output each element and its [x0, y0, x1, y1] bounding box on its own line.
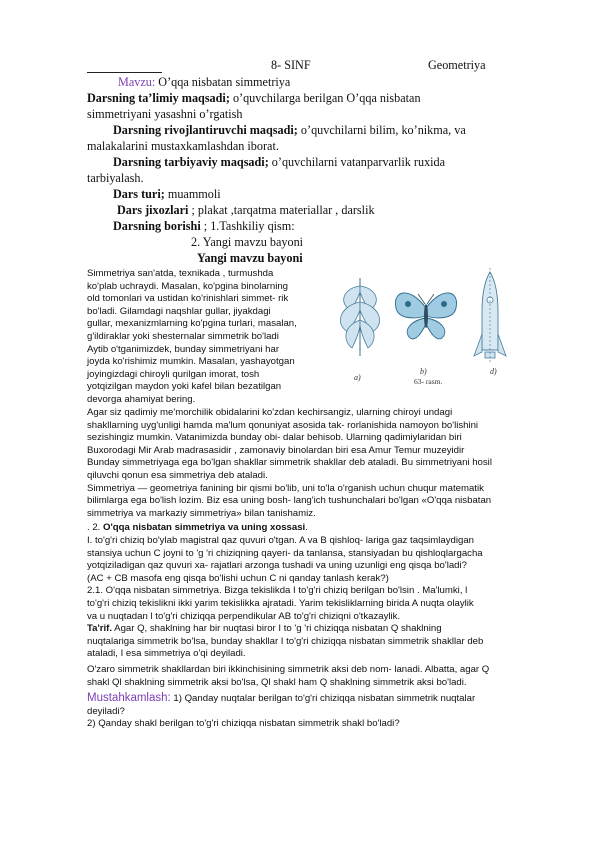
- section-suffix: .: [305, 522, 308, 533]
- new-topic-heading: Yangi mavzu bayoni: [197, 251, 303, 265]
- intro-line: joyda ko'rishimiz mumkin. Masalan, yashayotgan: [87, 356, 295, 368]
- figure-caption: 63- rasm.: [414, 377, 443, 386]
- step-two: 2. Yangi mavzu bayoni: [191, 235, 304, 249]
- figure-label-c: d): [490, 367, 497, 376]
- lesson-flow-text: ; 1.Tashkiliy qism:: [200, 219, 295, 233]
- reinforcement-line: [87, 692, 517, 706]
- definition-paragraph: [87, 623, 517, 661]
- section-title: O'qqa nisbatan simmetriya va uning xossasi: [103, 522, 306, 533]
- definition-text-1: Agar Q, shaklning har bir nuqtasi biror I to 'g 'ri chiziqqa nisbatan Q shaklning: [112, 623, 442, 634]
- body-line: Buxorodagi Mir Arab madrasasidir , zamonaviy binolardan biri esa Amur Temur muzeyidir: [87, 444, 465, 456]
- rocket-illustration: [474, 268, 506, 364]
- intro-line: bo'ladi. Gilamdagi naqshlar gullar, jiyakdagi: [87, 305, 271, 317]
- reinforcement-label: Mustahkamlash:: [87, 692, 171, 704]
- mutual-line: O'zaro simmetrik shakllardan biri ikkinchisining simmetrik aksi deb nom- lanadi. Albatta, agar Q: [87, 664, 490, 675]
- reinforcement-line: 2) Qanday shakl berilgan to'g'ri chiziqqa nisbatan simmetrik shakl bo'ladi?: [87, 718, 400, 730]
- goal-label: Darsning ta’limiy maqsadi;: [87, 91, 230, 105]
- problem-line: 2.1. O'qqa nisbatan simmetriya. Bizga tekislikda I to'g'ri chiziq berilgan bo'lsin . Ma'lumki, l: [87, 585, 468, 597]
- header-subject: Geometriya: [428, 58, 486, 72]
- body-line: qiluvchi qonun esa simmetriya deb ataladi.: [87, 469, 268, 481]
- body-line: sezishingiz mumkin. Vatanimizda bunday obi- dalar behisob. Ularning qadimiylaridan biri: [87, 432, 462, 444]
- body-line: Agar siz qadimiy me'morchilik obidalarini ko'zdan kechirsangiz, ularning chiroyi undagi: [87, 407, 453, 418]
- problem-line: stansiya uchun C joyni to 'g 'ri chiziqning qayeri- da tanlansa, stansiyadan bu qishloqlargacha: [87, 547, 483, 559]
- edu-line-1: [113, 155, 445, 170]
- figure-label-b: b): [420, 367, 427, 376]
- figure-label-a: a): [354, 373, 361, 382]
- dev-text-1: o’quvchilarni bilim, ko’nikma, va: [297, 123, 466, 137]
- topic-line: [118, 75, 290, 90]
- edu-text-1: o’quvchilarni vatanparvarlik ruxida: [268, 155, 446, 169]
- body-line: Bunday simmetriyaga ega bo'lgan shakllar simmetrik shakllar deb ataladi. Bu simmetriyani hosil: [87, 457, 492, 469]
- intro-paragraph: [87, 268, 327, 407]
- definition-label: Ta'rif.: [87, 623, 113, 634]
- intro-line: Aytib o'tganimizdek, bunday simmetriyani har: [87, 343, 280, 355]
- reinforcement-line: deyiladi?: [87, 705, 125, 717]
- leaf-illustration: [340, 278, 379, 356]
- lesson-type-text: muammoli: [164, 187, 221, 201]
- intro-line: old tomonlari va ustidan ko'rinishlari simmet- rik: [87, 293, 289, 305]
- dev-text-2: malakalarini mustaxkamlashdan iborat.: [87, 139, 279, 153]
- intro-line: gullar, mexanizmlarning ko'pgina turlari, masalan,: [87, 318, 297, 330]
- body-line: Simmetriya — geometriya fanining bir qismi bo'lib, uni to'la o'rganish uchun chuqur matematik: [87, 482, 484, 494]
- reinforcement: [87, 692, 517, 731]
- dev-line-1: [113, 123, 466, 138]
- intro-line: g'ildiraklar yoki shesternalar simmetrik bo'ladi: [87, 330, 279, 342]
- problem-line: yotqiziladigan qaz quvuri xa- rajatlari arzonga tushadi va uning uzunligi eng qisqa bo'ladi?: [87, 560, 467, 572]
- edu-text-2: tarbiyalash.: [87, 171, 144, 185]
- lesson-flow: [113, 219, 295, 234]
- intro-line: Simmetriya san'atda, texnikada , turmushda: [87, 268, 274, 279]
- mutual-paragraph: [87, 664, 517, 689]
- body-line: bilimlarga ega bo'lish lozim. Biz esa uning bosh- lang'ich tushunchalari bo'lgan «O'qqa nisbatan: [87, 495, 492, 507]
- equipment: [117, 203, 375, 218]
- intro-line: ko'plab uchraydi. Masalan, ko'pgina binolarning: [87, 280, 288, 292]
- symmetry-figure-illustration: [330, 268, 512, 390]
- intro-line: joyingizdagi chiroyli qurilgan imorat, tosh: [87, 368, 260, 380]
- problem-line: I. to'g'ri chiziq bo'ylab magistral qaz quvuri o'tgan. A va B qishloq- lariga gaz taqsimlaydigan: [87, 535, 475, 546]
- body-line: simmetriya va markaziy simmetriya» bilan tanishamiz.: [87, 507, 316, 519]
- goal-line-1: [87, 91, 421, 106]
- symmetry-figure: [330, 268, 512, 390]
- topic-text: O’qqa nisbatan simmetriya: [155, 75, 291, 89]
- mutual-line: shakl Ql shaklning simmetrik aksi bo'lsa, Ql shakl ham Q shaklning simmetrik aksi bo'ladi.: [87, 676, 467, 688]
- intro-line: devorga ahamiyat bering.: [87, 393, 196, 405]
- definition-line: nuqtalariga simmetrik bo'lsa, bunday shakllar I to'g'ri chiziqqa nisbatan simmetrik shakllar deb: [87, 635, 484, 647]
- header-grade: 8- SINF: [271, 58, 311, 72]
- problem-paragraph: [87, 535, 517, 623]
- header-rule: [87, 72, 162, 73]
- equipment-label: Dars jixozlari: [117, 203, 189, 217]
- lesson-type-label: Dars turi;: [113, 187, 165, 201]
- body-paragraph: [87, 407, 517, 520]
- lesson-type: [113, 187, 221, 202]
- edu-label: Darsning tarbiyaviy maqsadi;: [113, 155, 269, 169]
- equipment-text: ; plakat ,tarqatma materiallar , darslik: [188, 203, 375, 217]
- goal-text-1: o’quvchilarga berilgan O’qqa nisbatan: [229, 91, 421, 105]
- goal-text-2: simmetriyani yasashni o’rgatish: [87, 107, 243, 121]
- definition-line: [87, 623, 517, 636]
- body-line: shakllarning uyg'unligi hamda ma'lum qonuniyat asosida tak- rorlanishida namoyon bo'lishini: [87, 419, 479, 431]
- topic-label: Mavzu:: [118, 75, 156, 89]
- definition-line: ataladi, I esa simmetriya o'qi deyiladi.: [87, 648, 246, 660]
- problem-line: va u nuqtadan l to'g'ri chiziqqa perpendikular AB to'g'ri chiziqni o'tkazaylik.: [87, 610, 401, 622]
- problem-line: (AC + CB masofa eng qisqa bo'lishi uchun C ni qanday tanlash kerak?): [87, 572, 389, 584]
- problem-line: to'g'ri chiziq tekislikni ikki yarim tekislikka ajratadi. Yarim tekisliklarning birida A nuqta olaylik: [87, 597, 474, 609]
- section-prefix: . 2.: [87, 522, 103, 533]
- lesson-flow-label: Darsning borishi: [113, 219, 201, 233]
- section-heading: [87, 522, 308, 535]
- reinforcement-q1: 1) Qanday nuqtalar berilgan to'g'ri chiziqqa nisbatan simmetrik nuqtalar: [170, 693, 476, 704]
- intro-line: yotqizilgan maydon yoki kafel bilan bezatilgan: [87, 381, 282, 393]
- butterfly-illustration: [395, 293, 456, 339]
- dev-label: Darsning rivojlantiruvchi maqsadi;: [113, 123, 298, 137]
